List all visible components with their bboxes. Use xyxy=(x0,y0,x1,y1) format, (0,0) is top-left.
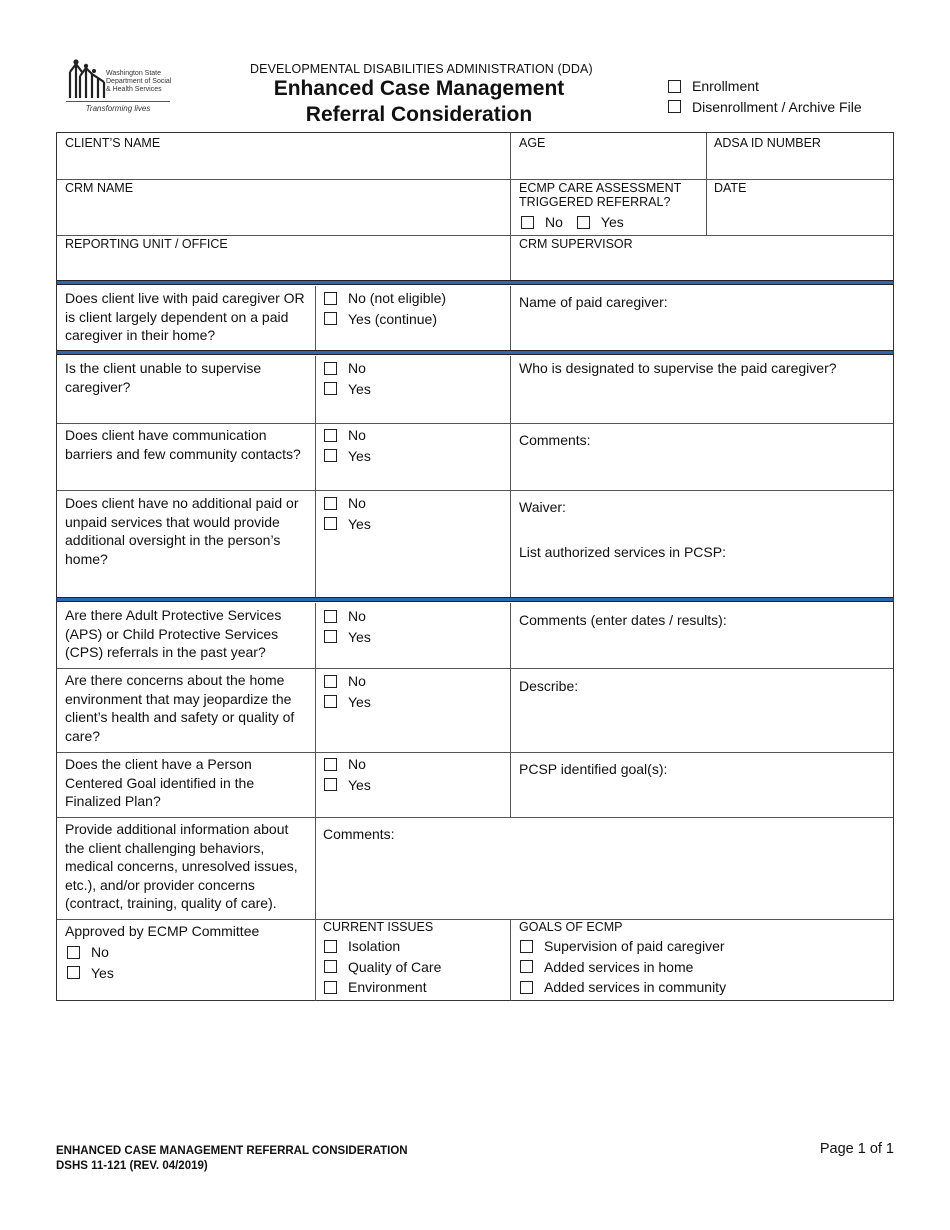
question-line: care? xyxy=(65,727,101,744)
checkbox[interactable] xyxy=(324,758,337,771)
question-line: Does client have communication xyxy=(65,427,267,443)
ecmp-triggered-label xyxy=(519,181,681,209)
approval-options xyxy=(67,942,114,983)
checkbox[interactable] xyxy=(668,100,681,113)
checkbox[interactable] xyxy=(324,312,337,325)
prompt-line: etc.), and/or provider concerns xyxy=(65,876,255,893)
col-divider xyxy=(315,286,316,350)
adsa-id-field[interactable]: ADSA ID NUMBER xyxy=(714,136,821,150)
option-label: Supervision of paid caregiver xyxy=(544,938,725,955)
checkbox[interactable] xyxy=(324,610,337,623)
current-issues-label: CURRENT ISSUES xyxy=(323,920,434,934)
goal-option[interactable] xyxy=(520,936,726,957)
option-label: No xyxy=(348,608,366,625)
question-text xyxy=(65,289,305,345)
enrollment-options xyxy=(668,76,862,117)
col-divider xyxy=(706,133,707,235)
question-text xyxy=(65,671,294,745)
option-yes[interactable] xyxy=(324,775,371,796)
option-yes[interactable] xyxy=(324,446,371,467)
option-label: Yes xyxy=(600,214,624,231)
question-options xyxy=(324,358,371,399)
section-bar xyxy=(57,597,893,602)
option-yes[interactable] xyxy=(324,627,371,648)
option-label: No (not eligible) xyxy=(348,290,447,307)
title-line: Enhanced Case Management xyxy=(273,77,565,100)
col-divider xyxy=(510,603,511,817)
issue-option[interactable] xyxy=(324,936,441,957)
date-field[interactable]: DATE xyxy=(714,181,747,195)
option-label: Yes xyxy=(348,380,371,397)
approval-label: Approved by ECMP Committee xyxy=(65,923,260,939)
option-label: Yes xyxy=(348,515,371,532)
prompt-line: the client challenging behaviors, xyxy=(65,839,265,856)
option-label: Yes xyxy=(91,964,114,981)
option-label: Disenrollment / Archive File xyxy=(692,98,862,115)
question-text xyxy=(65,359,261,396)
question-options xyxy=(324,493,371,534)
question-line: Centered Goal identified in the xyxy=(65,774,255,791)
goal-option[interactable] xyxy=(520,977,726,998)
prompt-line: Provide additional information about xyxy=(65,821,289,837)
question-line: Finalized Plan? xyxy=(65,793,161,809)
goal-option[interactable] xyxy=(520,957,726,978)
option-no[interactable] xyxy=(324,671,371,692)
option-label: No xyxy=(348,427,366,444)
option-label: No xyxy=(348,495,366,512)
form-title xyxy=(240,76,598,128)
issue-option[interactable] xyxy=(324,977,441,998)
divider xyxy=(57,668,893,669)
col-divider xyxy=(510,133,511,280)
enrollment-option[interactable] xyxy=(668,76,862,97)
logo-line: Department of Social xyxy=(106,78,172,85)
option-yes[interactable] xyxy=(324,379,371,400)
checkbox[interactable] xyxy=(67,946,80,959)
question-line: Are there concerns about the home xyxy=(65,672,285,688)
checkbox[interactable] xyxy=(324,449,337,462)
option-label: Yes (continue) xyxy=(348,310,437,327)
additional-comments-field[interactable]: Comments: xyxy=(323,826,395,842)
section-bar xyxy=(57,280,893,285)
additional-info-prompt xyxy=(65,820,298,913)
question-line: Is the client unable to supervise xyxy=(65,360,262,376)
question-line: Does client have no additional paid or xyxy=(65,495,299,511)
option-label: No xyxy=(91,944,109,961)
checkbox[interactable] xyxy=(324,940,337,953)
waiver-field[interactable]: Waiver: xyxy=(519,499,566,515)
logo-tagline: Transforming lives xyxy=(66,101,170,113)
question-text xyxy=(65,755,254,811)
question-line: additional oversight in the person’s xyxy=(65,532,281,548)
referral-form xyxy=(56,132,894,1001)
client-name-field[interactable]: CLIENT’S NAME xyxy=(65,136,161,150)
divider xyxy=(57,179,893,180)
footer-title: ENHANCED CASE MANAGEMENT REFERRAL CONSIDERATION xyxy=(56,1145,408,1157)
option-label: No xyxy=(545,214,563,231)
question-options xyxy=(324,425,371,466)
question-text xyxy=(65,606,281,662)
page-number: Page 1 of 1 xyxy=(819,1141,894,1157)
option-label: Isolation xyxy=(348,938,401,955)
footer-info xyxy=(56,1144,408,1174)
question-line: caregiver in their home? xyxy=(65,327,216,343)
checkbox[interactable] xyxy=(324,497,337,510)
goals-label: GOALS OF ECMP xyxy=(519,920,623,934)
option-label: Added services in community xyxy=(544,979,727,996)
crm-supervisor-field[interactable]: CRM SUPERVISOR xyxy=(519,237,633,251)
checkbox[interactable] xyxy=(324,981,337,994)
option-yes[interactable] xyxy=(324,692,371,713)
option-no[interactable] xyxy=(324,754,371,775)
question-line: client’s health and safety or quality of xyxy=(65,709,295,725)
option-label: No xyxy=(348,360,366,377)
prompt-line: medical concerns, unresolved issues, xyxy=(65,858,298,874)
question-line: unpaid services that would provide xyxy=(65,513,280,530)
divider xyxy=(57,490,893,491)
col-divider xyxy=(315,356,316,597)
question-options xyxy=(324,671,371,712)
checkbox[interactable] xyxy=(324,778,337,791)
option-label: No xyxy=(348,756,366,773)
checkbox[interactable] xyxy=(324,517,337,530)
question-line: barriers and few community contacts? xyxy=(65,445,301,462)
checkbox[interactable] xyxy=(520,960,533,973)
option-no[interactable] xyxy=(324,606,371,627)
checkbox[interactable] xyxy=(324,362,337,375)
logo-text xyxy=(106,70,171,94)
ecmp-triggered-options xyxy=(521,212,624,233)
crm-name-field[interactable]: CRM NAME xyxy=(65,181,134,195)
question-line: (CPS) referrals in the past year? xyxy=(65,644,266,660)
checkbox[interactable] xyxy=(324,429,337,442)
question-line: home? xyxy=(65,550,108,567)
checkbox[interactable] xyxy=(67,966,80,979)
option-no[interactable] xyxy=(324,358,371,379)
current-issues-options xyxy=(324,936,441,998)
authorized-services-field[interactable]: List authorized services in PCSP: xyxy=(519,544,726,560)
checkbox[interactable] xyxy=(668,80,681,93)
footer-form-number: DSHS 11-121 (REV. 04/2019) xyxy=(56,1160,208,1172)
label-line: TRIGGERED REFERRAL? xyxy=(519,195,671,209)
reporting-unit-field[interactable]: REPORTING UNIT / OFFICE xyxy=(65,237,228,251)
supervisor-designee-field[interactable]: Who is designated to supervise the paid caregiver? xyxy=(519,360,837,376)
checkbox[interactable] xyxy=(324,382,337,395)
question-line: environment that may jeopardize the xyxy=(65,690,292,707)
option-label: Yes xyxy=(348,693,371,710)
ecmp-no-option[interactable] xyxy=(521,212,563,233)
question-line: caregiver? xyxy=(65,378,131,395)
question-line: Does the client have a Person xyxy=(65,756,252,772)
pcsp-goals-field[interactable]: PCSP identified goal(s): xyxy=(519,761,668,777)
prompt-line: (contract, training, quality of care). xyxy=(65,895,277,911)
dshs-logo xyxy=(62,58,172,118)
comments-field[interactable]: Comments: xyxy=(519,432,591,448)
option-label: Enrollment xyxy=(692,78,759,95)
divider xyxy=(57,752,893,753)
question-options xyxy=(324,754,371,795)
col-divider xyxy=(315,603,316,817)
logo-line: & Health Services xyxy=(106,86,162,93)
divider xyxy=(57,817,893,818)
checkbox[interactable] xyxy=(324,960,337,973)
describe-field[interactable]: Describe: xyxy=(519,678,579,694)
age-field[interactable]: AGE xyxy=(519,136,546,150)
question-options xyxy=(324,288,446,329)
title-line: Referral Consideration xyxy=(305,103,533,126)
agency-name: DEVELOPMENTAL DISABILITIES ADMINISTRATION (DDA) xyxy=(250,62,593,76)
col-divider xyxy=(510,286,511,350)
checkbox[interactable] xyxy=(324,292,337,305)
divider xyxy=(57,423,893,424)
col-divider xyxy=(510,356,511,597)
approval-yes-option[interactable] xyxy=(67,963,114,984)
question-line: Are there Adult Protective Services xyxy=(65,607,282,623)
question-text xyxy=(65,426,301,463)
divider xyxy=(57,235,893,236)
option-label: No xyxy=(348,673,366,690)
checkbox[interactable] xyxy=(577,216,590,229)
option-no[interactable] xyxy=(324,288,446,309)
disenrollment-option[interactable] xyxy=(668,97,862,118)
question-options xyxy=(324,606,371,647)
option-label: Yes xyxy=(348,776,371,793)
question-line: Does client live with paid caregiver OR xyxy=(65,290,305,306)
option-label: Environment xyxy=(348,979,427,996)
checkbox[interactable] xyxy=(520,981,533,994)
question-line: (APS) or Child Protective Services xyxy=(65,625,279,642)
option-label: Quality of Care xyxy=(348,958,442,975)
goals-options xyxy=(520,936,726,998)
question-line: is client largely dependent on a paid xyxy=(65,308,289,325)
aps-cps-comments-field[interactable]: Comments (enter dates / results): xyxy=(519,612,727,628)
col-divider xyxy=(315,817,316,1001)
option-yes[interactable] xyxy=(324,514,371,535)
ecmp-yes-option[interactable] xyxy=(577,212,624,233)
label-line: ECMP CARE ASSESSMENT xyxy=(519,181,682,195)
option-no[interactable] xyxy=(324,425,371,446)
logo-line: Washington State xyxy=(106,70,161,77)
paid-caregiver-name-field[interactable]: Name of paid caregiver: xyxy=(519,294,668,310)
option-yes[interactable] xyxy=(324,309,446,330)
option-label: Yes xyxy=(348,628,371,645)
checkbox[interactable] xyxy=(324,675,337,688)
checkbox[interactable] xyxy=(324,630,337,643)
dshs-figures-icon xyxy=(64,58,108,100)
issue-option[interactable] xyxy=(324,957,441,978)
section-bar xyxy=(57,350,893,355)
checkbox[interactable] xyxy=(520,940,533,953)
option-label: Added services in home xyxy=(544,958,694,975)
approval-no-option[interactable] xyxy=(67,942,114,963)
checkbox[interactable] xyxy=(324,695,337,708)
col-divider xyxy=(510,919,511,1001)
question-text xyxy=(65,494,299,568)
divider xyxy=(57,919,893,920)
checkbox[interactable] xyxy=(521,216,534,229)
option-no[interactable] xyxy=(324,493,371,514)
option-label: Yes xyxy=(348,447,371,464)
